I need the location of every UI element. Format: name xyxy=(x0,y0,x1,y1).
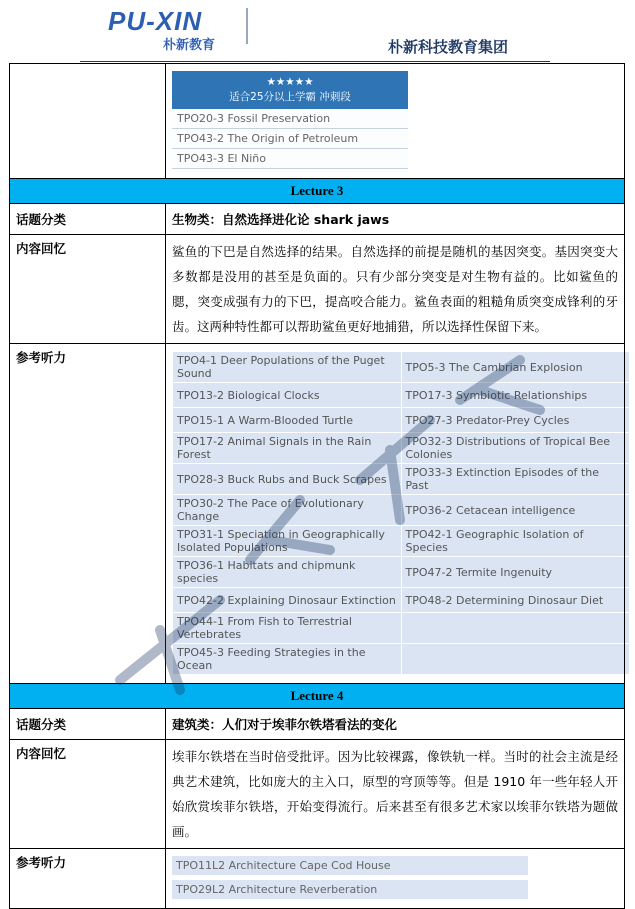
top-box-row xyxy=(10,64,625,179)
lecture3-content-row xyxy=(10,235,625,344)
tpo-item: TPO20-3 Fossil Preservation xyxy=(172,109,408,129)
topic-label: 话题分类 xyxy=(10,204,166,235)
ref-item: TPO31-1 Speciation in Geographically Isolated Populations xyxy=(173,526,402,557)
ref-row xyxy=(173,588,630,613)
header-rule xyxy=(80,61,550,62)
lecture4-content: 埃菲尔铁塔在当时倍受批评。因为比较裸露，像铁轨一样。当时的社会主流是经典艺术建筑，比如庞大的主入口，原型的穹顶等等。但是 1910 年一些年轻人开始欣赏埃菲尔铁塔，开始变得流行。后来甚至有很多艺术家以埃菲尔铁塔为题做画。 xyxy=(172,749,618,839)
lecture4-topic: 建筑类：人们对于埃菲尔铁塔看法的变化 xyxy=(166,709,625,740)
lecture3-title: Lecture 3 xyxy=(10,179,625,204)
lecture-table xyxy=(9,63,625,909)
ref-row xyxy=(173,644,630,675)
ref-row xyxy=(173,408,630,433)
ref-item: TPO11L2 Architecture Cape Cod House xyxy=(172,856,528,875)
page-header xyxy=(0,0,635,63)
ref-item: TPO4-1 Deer Populations of the Puget Sound xyxy=(173,352,402,383)
tpo-item: TPO43-3 El Niño xyxy=(172,149,408,169)
ref-label: 参考听力 xyxy=(10,849,166,909)
ref-row xyxy=(173,495,630,526)
empty-label-cell xyxy=(10,64,166,179)
logo-divider xyxy=(246,8,248,44)
ref-item: TPO42-2 Explaining Dinosaur Extinction xyxy=(173,588,402,613)
ref-item: TPO29L2 Architecture Reverberation xyxy=(172,880,528,899)
logo-text: PU-XIN xyxy=(108,6,203,36)
ref-item: TPO27-3 Predator-Prey Cycles xyxy=(401,408,630,433)
topic-label: 话题分类 xyxy=(10,709,166,740)
ref-row xyxy=(173,526,630,557)
ref-item: TPO33-3 Extinction Episodes of the Past xyxy=(401,464,630,495)
ref-label: 参考听力 xyxy=(10,344,166,684)
ref-item: TPO48-2 Determining Dinosaur Diet xyxy=(401,588,630,613)
ref-item: TPO5-3 The Cambrian Explosion xyxy=(401,352,630,383)
lecture3-topic-row xyxy=(10,204,625,235)
ref-row xyxy=(173,433,630,464)
ref-item: TPO44-1 From Fish to Terrestrial Vertebrates xyxy=(173,613,402,644)
tpo-item: TPO43-2 The Origin of Petroleum xyxy=(172,129,408,149)
ref-item: TPO17-2 Animal Signals in the Rain Forest xyxy=(173,433,402,464)
ref-item: TPO15-1 A Warm-Blooded Turtle xyxy=(173,408,402,433)
ref-row xyxy=(173,613,630,644)
lecture4-ref-cell xyxy=(166,849,625,909)
lecture4-header-row xyxy=(10,684,625,709)
ref-row xyxy=(173,383,630,408)
ref-row xyxy=(173,352,630,383)
ref-item: TPO45-3 Feeding Strategies in the Ocean xyxy=(173,644,402,675)
ref-row xyxy=(173,464,630,495)
lecture3-content: 鲨鱼的下巴是自然选择的结果。自然选择的前提是随机的基因突变。基因突变大多数都是没用的甚至是负面的。只有少部分突变是对生物有益的。比如鲨鱼的腮，突变成强有力的下巴，提高咬合能力。鲨鱼表面的粗糙角质突变成锋利的牙齿。这两种特性都可以帮助鲨鱼更好地捕猎，所以选择性保留下来。 xyxy=(172,244,618,334)
lecture4-ref-row xyxy=(10,849,625,909)
lecture4-content-row xyxy=(10,740,625,849)
ref-item: TPO17-3 Symbiotic Relationships xyxy=(401,383,630,408)
ref-item xyxy=(401,644,630,675)
company-name: 朴新科技教育集团 xyxy=(388,38,509,56)
star-rating: ★★★★★ xyxy=(266,76,314,88)
ref-item: TPO36-1 Habitats and chipmunk species xyxy=(173,557,402,588)
lecture3-topic: 生物类：自然选择进化论 shark jaws xyxy=(166,204,625,235)
puxin-logo xyxy=(108,6,248,53)
lecture4-title: Lecture 4 xyxy=(10,684,625,709)
ref-item: TPO47-2 Termite Ingenuity xyxy=(401,557,630,588)
lecture4-topic-row xyxy=(10,709,625,740)
ref-item xyxy=(401,613,630,644)
ref-item: TPO36-2 Cetacean intelligence xyxy=(401,495,630,526)
lecture3-header-row xyxy=(10,179,625,204)
lecture3-ref-row xyxy=(10,344,625,684)
top-box-cell xyxy=(166,64,625,179)
ref-item: TPO30-2 The Pace of Evolutionary Change xyxy=(173,495,402,526)
lecture4-content-cell xyxy=(166,740,625,849)
lecture3-ref-cell xyxy=(166,344,625,684)
ref-row xyxy=(173,557,630,588)
ref-item: TPO13-2 Biological Clocks xyxy=(173,383,402,408)
logo-subtext: 朴新教育 xyxy=(163,38,216,53)
ref-item: TPO42-1 Geographic Isolation of Species xyxy=(401,526,630,557)
content-label: 内容回忆 xyxy=(10,235,166,344)
difficulty-box xyxy=(172,71,408,169)
lecture3-content-cell xyxy=(166,235,625,344)
ref-item: TPO28-3 Buck Rubs and Buck Scrapes xyxy=(173,464,402,495)
lecture3-ref-table xyxy=(172,351,630,675)
ref-item: TPO32-3 Distributions of Tropical Bee Colonies xyxy=(401,433,630,464)
difficulty-subtitle: 适合25分以上学霸 冲刺段 xyxy=(229,91,351,103)
difficulty-header xyxy=(172,71,408,109)
content-label: 内容回忆 xyxy=(10,740,166,849)
